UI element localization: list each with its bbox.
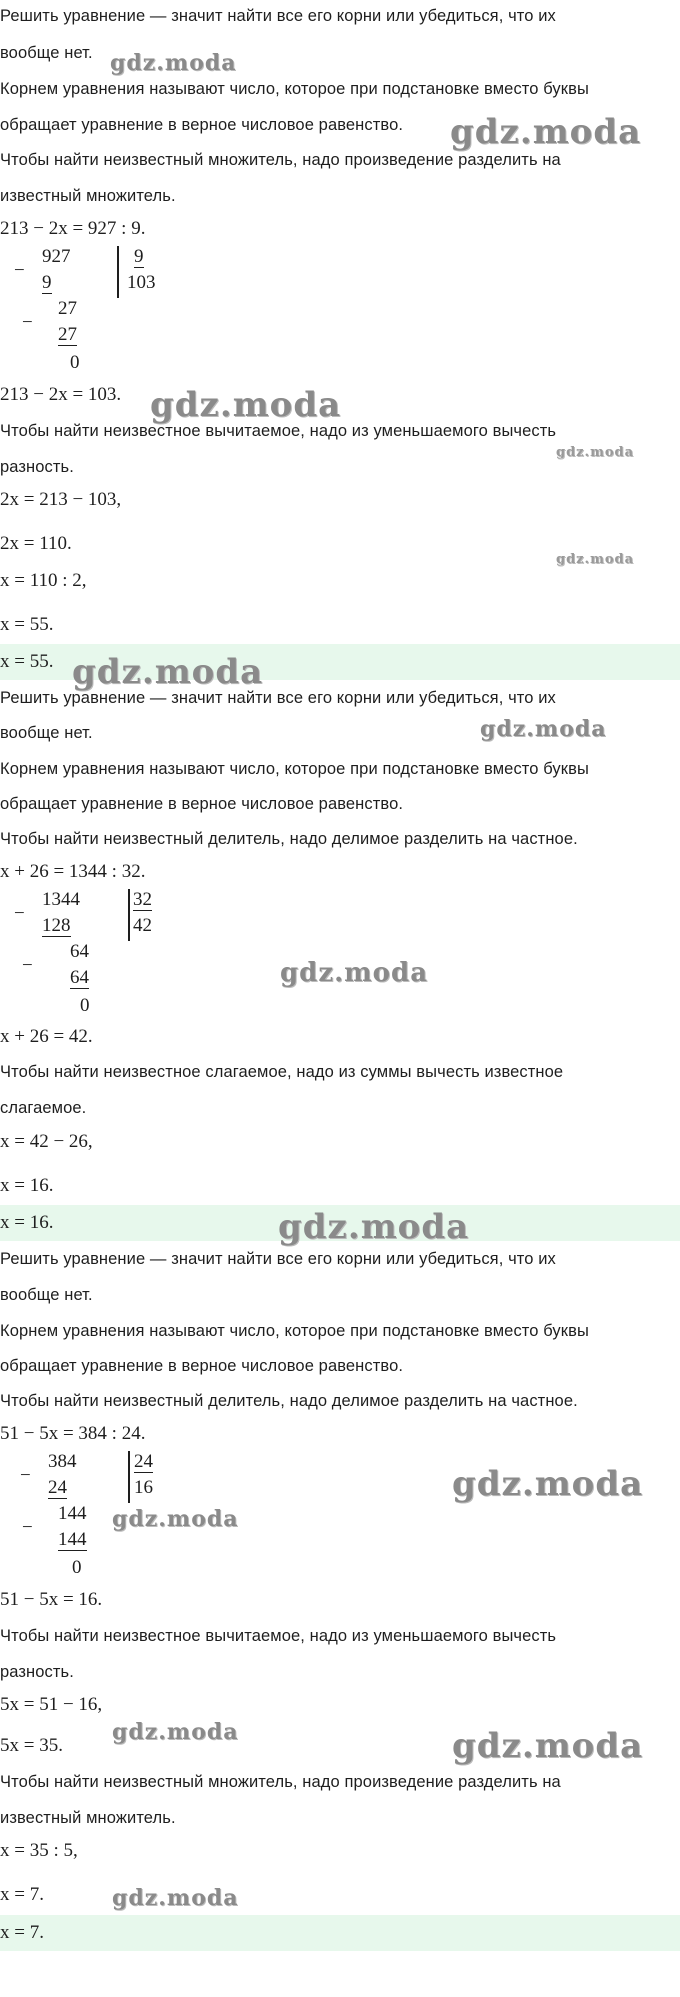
minus-sign: −: [22, 1517, 33, 1538]
watermark-logo: gdz.moda: [556, 445, 635, 460]
paragraph-line: Решить уравнение — значит найти все его корни или убедиться, что их: [0, 689, 556, 707]
answer: x = 16.: [0, 1212, 54, 1233]
dividend: 384: [48, 1451, 77, 1472]
dividend: 927: [42, 246, 71, 267]
equation: x = 55.: [0, 614, 54, 635]
equation: 51 − 5x = 384 : 24.: [0, 1423, 146, 1444]
equation: 2x = 110.: [0, 533, 72, 554]
remainder-step: 27: [58, 298, 77, 319]
paragraph-line: Решить уравнение — значит найти все его корни или убедиться, что их: [0, 1250, 556, 1268]
quotient: 42: [133, 915, 152, 936]
long-division: [0, 246, 170, 376]
equation: 2x = 213 − 103,: [0, 489, 122, 510]
watermark-logo: gdz.moda: [452, 1726, 644, 1766]
remainder-step: 144: [58, 1503, 87, 1524]
subtrahend: 64: [70, 967, 89, 988]
remainder-step: 64: [70, 941, 89, 962]
minus-sign: −: [22, 312, 33, 333]
paragraph-line: разность.: [0, 458, 74, 476]
paragraph-line: слагаемое.: [0, 1099, 87, 1117]
minus-sign: −: [14, 903, 25, 924]
watermark-logo: gdz.moda: [450, 112, 642, 152]
paragraph-line: обращает уравнение в верное числовое равенство.: [0, 795, 404, 813]
paragraph-line: Чтобы найти неизвестный делитель, надо делимое разделить на частное.: [0, 830, 578, 848]
paragraph-line: Чтобы найти неизвестное слагаемое, надо из суммы вычесть известное: [0, 1063, 564, 1081]
watermark-logo: gdz.moda: [280, 958, 429, 988]
equation: x = 42 − 26,: [0, 1131, 93, 1152]
watermark-logo: gdz.moda: [278, 1207, 470, 1247]
paragraph-line: вообще нет.: [0, 724, 93, 742]
watermark-logo: gdz.moda: [72, 652, 264, 692]
subtrahend: 24: [48, 1477, 67, 1498]
subtrahend: 27: [58, 324, 77, 345]
paragraph-line: Чтобы найти неизвестное вычитаемое, надо из уменьшаемого вычесть: [0, 1627, 557, 1645]
watermark-logo: gdz.moda: [110, 50, 237, 76]
equation: 213 − 2x = 103.: [0, 384, 122, 405]
equation: x = 16.: [0, 1175, 54, 1196]
watermark-logo: gdz.moda: [480, 716, 607, 742]
long-division: [0, 889, 180, 1019]
equation: x + 26 = 1344 : 32.: [0, 861, 146, 882]
answer-highlight: [0, 1915, 680, 1951]
dividend: 1344: [42, 889, 80, 910]
minus-sign: −: [14, 260, 25, 281]
paragraph-line: вообще нет.: [0, 44, 93, 62]
equation: x = 7.: [0, 1884, 44, 1905]
answer: x = 55.: [0, 651, 54, 672]
answer: x = 7.: [0, 1922, 44, 1943]
paragraph-line: обращает уравнение в верное числовое равенство.: [0, 116, 404, 134]
minus-sign: −: [20, 1465, 31, 1486]
minus-sign: −: [22, 955, 33, 976]
remainder: 0: [72, 1557, 82, 1578]
equation: x = 35 : 5,: [0, 1840, 78, 1861]
division-bar: [128, 1451, 130, 1503]
watermark-logo: gdz.moda: [150, 385, 342, 425]
paragraph-line: Чтобы найти неизвестное вычитаемое, надо из уменьшаемого вычесть: [0, 422, 557, 440]
division-bar: [117, 246, 119, 298]
paragraph-line: Корнем уравнения называют число, которое при подстановке вместо буквы: [0, 1322, 589, 1340]
remainder: 0: [80, 995, 90, 1016]
subtrahend: 9: [42, 272, 52, 293]
paragraph-line: обращает уравнение в верное числовое равенство.: [0, 1357, 404, 1375]
watermark-logo: gdz.moda: [112, 1885, 239, 1911]
paragraph-line: Корнем уравнения называют число, которое при подстановке вместо буквы: [0, 760, 589, 778]
equation: 213 − 2x = 927 : 9.: [0, 218, 146, 239]
paragraph-line: известный множитель.: [0, 1809, 176, 1827]
watermark-logo: gdz.moda: [452, 1464, 644, 1504]
equation: x + 26 = 42.: [0, 1026, 93, 1047]
paragraph-line: известный множитель.: [0, 187, 176, 205]
subtrahend: 144: [58, 1529, 87, 1550]
equation: 51 − 5x = 16.: [0, 1589, 103, 1610]
paragraph-line: Решить уравнение — значит найти все его корни или убедиться, что их: [0, 7, 556, 25]
paragraph-line: Чтобы найти неизвестный множитель, надо произведение разделить на: [0, 151, 561, 169]
equation: 5x = 51 − 16,: [0, 1694, 103, 1715]
watermark-logo: gdz.moda: [556, 552, 635, 567]
paragraph-line: разность.: [0, 1663, 74, 1681]
paragraph-line: вообще нет.: [0, 1286, 93, 1304]
remainder: 0: [70, 352, 80, 373]
equation: x = 110 : 2,: [0, 570, 87, 591]
watermark-logo: gdz.moda: [112, 1719, 239, 1745]
paragraph-line: Чтобы найти неизвестный множитель, надо произведение разделить на: [0, 1773, 561, 1791]
equation: 5x = 35.: [0, 1735, 63, 1756]
division-bar: [128, 889, 130, 941]
subtrahend: 128: [42, 915, 71, 936]
paragraph-line: Корнем уравнения называют число, которое при подстановке вместо буквы: [0, 80, 589, 98]
divisor: 32: [133, 889, 152, 910]
watermark-logo: gdz.moda: [112, 1506, 239, 1532]
divisor: 9: [134, 246, 144, 267]
quotient: 103: [127, 272, 156, 293]
quotient: 16: [134, 1477, 153, 1498]
paragraph-line: Чтобы найти неизвестный делитель, надо делимое разделить на частное.: [0, 1392, 578, 1410]
divisor: 24: [134, 1451, 153, 1472]
